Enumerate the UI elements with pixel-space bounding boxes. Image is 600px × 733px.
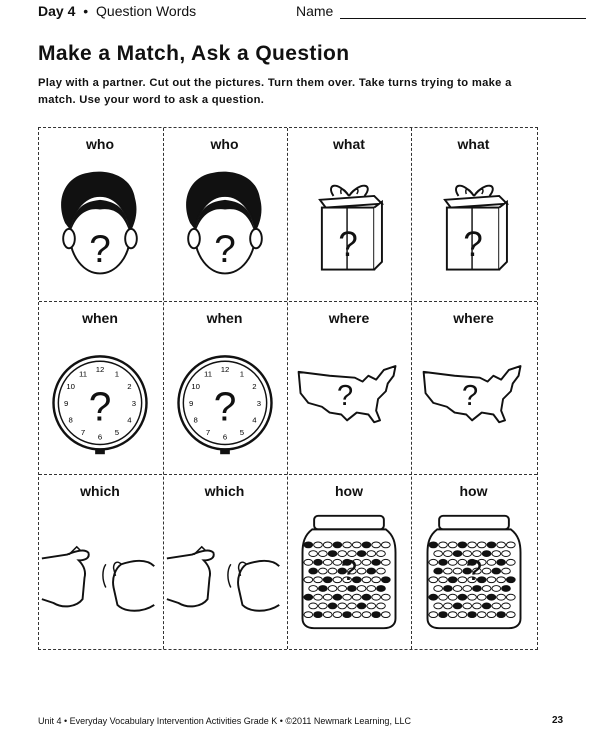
card-how xyxy=(412,474,536,647)
card-word: when xyxy=(206,309,243,326)
svg-text:8: 8 xyxy=(192,415,198,425)
card-what xyxy=(412,127,536,300)
clock-icon xyxy=(38,337,162,461)
svg-text:1: 1 xyxy=(114,368,120,378)
usa-map-icon xyxy=(412,337,536,461)
svg-text:7: 7 xyxy=(80,427,86,437)
card-word: what xyxy=(457,136,490,152)
card-word: where xyxy=(453,309,494,326)
svg-text:12: 12 xyxy=(95,364,105,374)
card-when xyxy=(163,301,287,474)
page-number: 23 xyxy=(552,715,564,726)
svg-text:?: ? xyxy=(89,227,111,271)
svg-text:?: ? xyxy=(213,227,236,271)
svg-text:?: ? xyxy=(88,382,112,429)
svg-text:11: 11 xyxy=(203,368,212,378)
card-how xyxy=(287,474,411,647)
svg-text:2: 2 xyxy=(251,381,257,391)
svg-text:11: 11 xyxy=(79,368,88,378)
svg-text:?: ? xyxy=(213,382,236,429)
svg-text:8: 8 xyxy=(68,415,73,425)
card-word: who xyxy=(86,136,114,152)
svg-text:10: 10 xyxy=(190,381,200,391)
svg-text:2: 2 xyxy=(127,381,132,391)
jelly-bean-jar-icon xyxy=(287,510,411,634)
header-separator: • xyxy=(83,3,89,19)
usa-map-icon xyxy=(287,337,411,461)
face-icon xyxy=(163,163,287,287)
svg-text:10: 10 xyxy=(66,381,75,391)
svg-text:?: ? xyxy=(337,379,354,412)
card-word: how xyxy=(459,483,488,499)
card-word: which xyxy=(204,483,245,499)
svg-text:9: 9 xyxy=(188,398,193,408)
jelly-bean-jar-icon xyxy=(412,510,536,634)
card-which xyxy=(38,474,162,647)
svg-text:5: 5 xyxy=(114,427,120,437)
svg-text:12: 12 xyxy=(220,364,229,374)
card-who xyxy=(163,127,287,300)
svg-text:5: 5 xyxy=(239,427,244,437)
svg-text:?: ? xyxy=(465,554,482,587)
instructions: Play with a partner. Cut out the pictures. Turn them over. Take turns trying to make a match. Use your word to ask a question. xyxy=(38,77,512,106)
svg-text:6: 6 xyxy=(222,432,227,442)
name-line[interactable] xyxy=(340,18,586,19)
card-word: who xyxy=(210,136,239,152)
card-which xyxy=(163,474,287,647)
name-label: Name xyxy=(296,3,334,19)
svg-text:?: ? xyxy=(338,225,358,264)
svg-text:4: 4 xyxy=(251,415,257,425)
card-where xyxy=(412,301,536,474)
svg-text:9: 9 xyxy=(63,398,69,408)
card-word: where xyxy=(328,309,370,326)
gift-box-icon xyxy=(412,163,536,287)
day-label: Day 4 xyxy=(38,3,76,19)
clock-icon xyxy=(163,337,287,461)
svg-text:3: 3 xyxy=(131,398,137,408)
hands-choosing-icon xyxy=(163,510,287,634)
card-what xyxy=(287,127,411,300)
svg-text:1: 1 xyxy=(239,368,244,378)
svg-text:?: ? xyxy=(461,379,478,412)
card-where xyxy=(287,301,411,474)
svg-text:6: 6 xyxy=(97,432,103,442)
footer-credit: Unit 4 • Everyday Vocabulary Intervention Activities Grade K • ©2011 Newmark Learning, LLC xyxy=(38,716,411,726)
card-word: what xyxy=(333,136,365,152)
card-who xyxy=(38,127,162,300)
page-title: Make a Match, Ask a Question xyxy=(38,42,350,65)
svg-text:?: ? xyxy=(340,554,358,587)
face-icon xyxy=(38,163,162,287)
svg-text:4: 4 xyxy=(127,415,132,425)
svg-text:7: 7 xyxy=(205,427,210,437)
card-word: which xyxy=(80,483,120,499)
hands-choosing-icon xyxy=(38,510,162,634)
worksheet-header xyxy=(38,3,558,23)
topic-label: Question Words xyxy=(96,3,197,19)
svg-text:?: ? xyxy=(462,225,483,264)
card-word: when xyxy=(82,309,118,326)
svg-text:3: 3 xyxy=(256,398,261,408)
card-word: how xyxy=(335,483,363,499)
card-when xyxy=(38,301,162,474)
gift-box-icon xyxy=(287,163,411,287)
